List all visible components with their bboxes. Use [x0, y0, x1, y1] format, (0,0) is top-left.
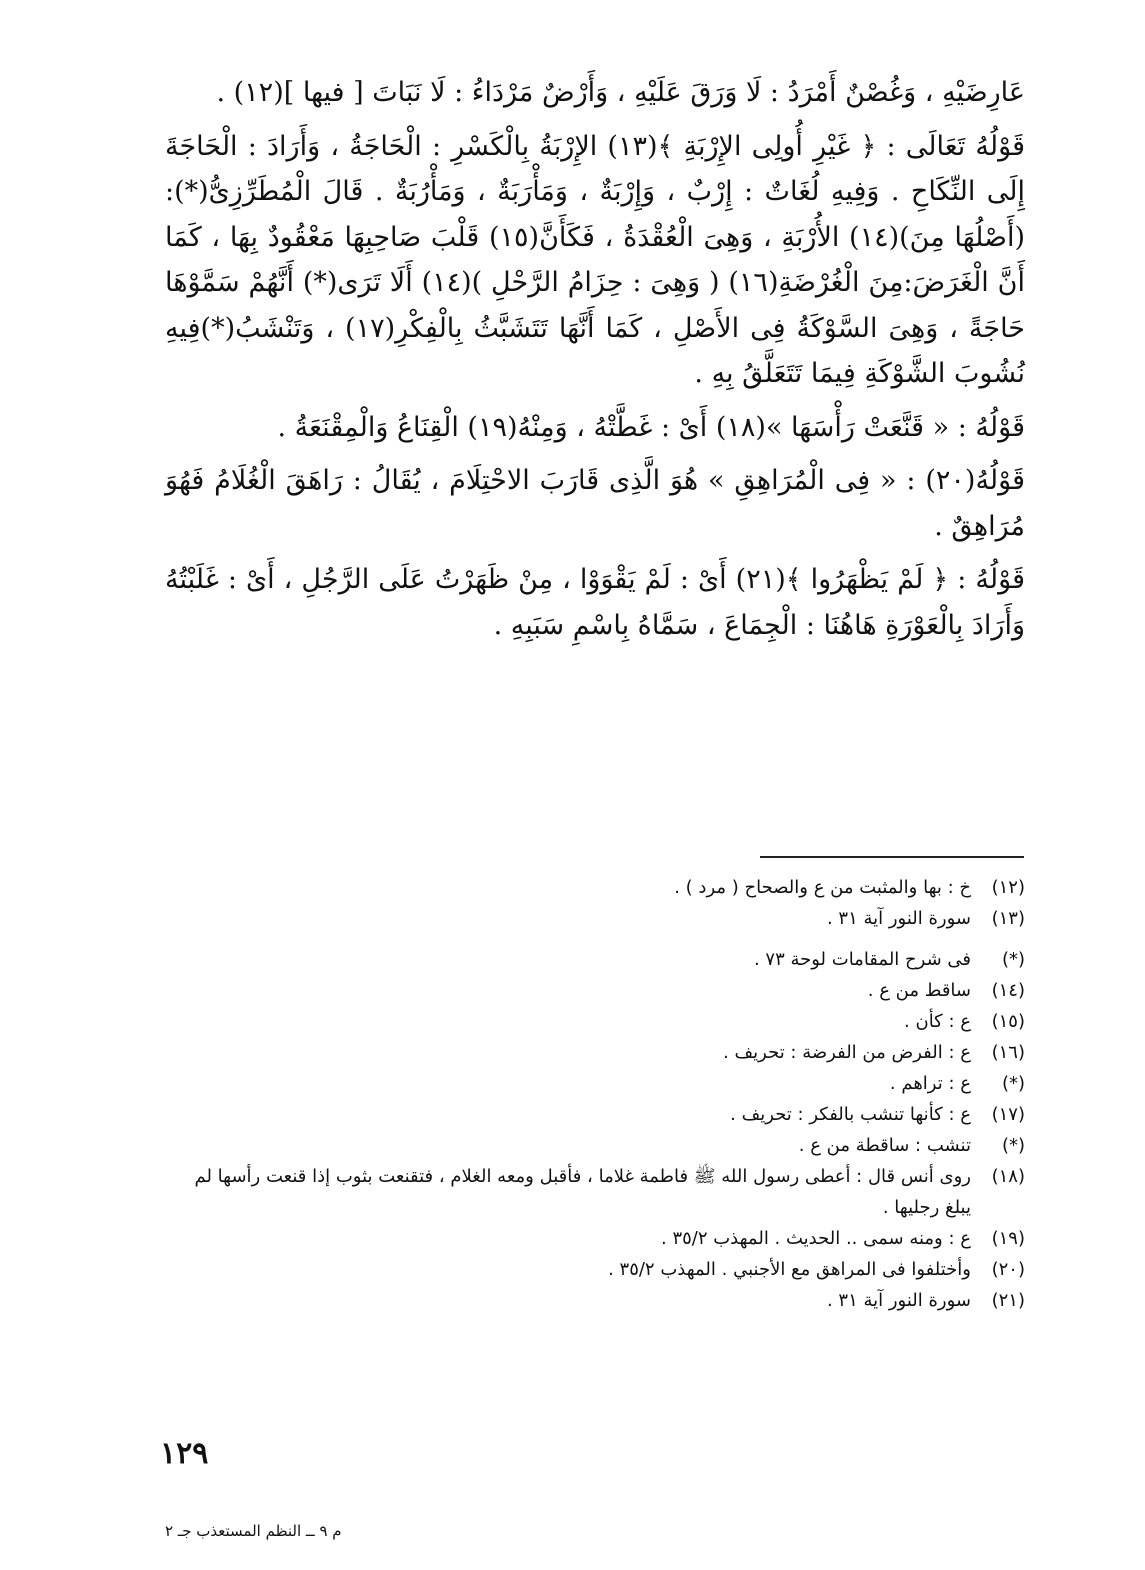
footnote	[165, 975, 1025, 1006]
footnote-number: (*)	[1001, 1135, 1025, 1156]
footnote-text: ع : الفرض من الفرضة : تحريف .	[723, 1042, 971, 1063]
footnote-number: (*)	[1001, 1073, 1025, 1094]
paragraph: قَوْلُهُ : ﴿ لَمْ يَظْهَرُوا ﴾(٢١) أَىْ : لَمْ يَقْوَوْا ، مِنْ ظَهَرْتُ عَلَى الرَّجُلِ ، أَىْ : غَلَبْتُهُ وَأَرَادَ بِالْعَوْرَةِ هَاهُنَا : الْجِمَاعَ ، سَمَّاهُ بِاسْمِ سَبَبِهِ .	[165, 564, 1025, 641]
footnote	[165, 1099, 1025, 1130]
footnote-number: (١٥)	[991, 1011, 1025, 1032]
footnote	[165, 1006, 1025, 1037]
footnote	[165, 944, 1025, 975]
footnote	[165, 903, 1025, 934]
paragraph: قَوْلُهُ : « قَنَّعَتْ رَأْسَهَا »(١٨) أَىْ : غَطَّتْهُ ، وَمِنْهُ(١٩) الْقِنَاعُ وَالْمِقْنَعَةُ .	[277, 411, 1025, 443]
footnote-number: (*)	[1001, 949, 1025, 970]
footnote-text: فى شرح المقامات لوحة ٧٣ .	[753, 949, 971, 970]
footnote-text: وأختلفوا فى المراهق مع الأجنبي . المهذب ٣٥/٢ .	[608, 1259, 971, 1280]
footnote	[165, 1068, 1025, 1099]
main-text	[165, 70, 1025, 656]
footnote-number: (١٨)	[991, 1166, 1025, 1187]
signature-line: م ٩ ــ النظم المستعذب جـ ٢	[165, 1522, 342, 1540]
footnote	[165, 1254, 1025, 1285]
footnote-number: (١٢)	[991, 877, 1025, 898]
footnote	[165, 1161, 1025, 1223]
footnote-text: ع : كأن .	[904, 1011, 971, 1032]
footnote-number: (١٧)	[991, 1104, 1025, 1125]
footnote-text: روى أنس قال : أعطى رسول الله ﷺ فاطمة غلاما ، فأقبل ومعه الغلام ، فتقنعت بثوب إذا قنعت رأسها لم يبلغ رجليها .	[194, 1166, 971, 1218]
footnote-number: (٢١)	[991, 1290, 1025, 1311]
footnote-text: خ : بها والمثبت من ع والصحاح ( مرد ) .	[674, 877, 971, 898]
footnote-text: ساقط من ع .	[867, 980, 971, 1001]
footnote-number: (١٩)	[991, 1228, 1025, 1249]
footnote-divider	[760, 856, 1024, 858]
footnote-text: سورة النور آية ٣١ .	[826, 908, 971, 929]
footnote-text: سورة النور آية ٣١ .	[826, 1290, 971, 1311]
footnote-number: (٢٠)	[991, 1259, 1025, 1280]
paragraph: قَوْلُهُ(٢٠) : « فِى الْمُرَاهِقِ » هُوَ الَّذِى قَارَبَ الاحْتِلَامَ ، يُقَالُ : رَاهَقَ الْغُلَامُ فَهُوَ مُرَاهِقٌ .	[165, 465, 1025, 542]
footnote-text: ع : كأنها تنشب بالفكر : تحريف .	[730, 1104, 971, 1125]
footnote-text: ع : ومنه سمى .. الحديث . المهذب ٣٥/٢ .	[660, 1228, 971, 1249]
footnote-number: (١٤)	[991, 980, 1025, 1001]
footnote	[165, 872, 1025, 903]
footnote	[165, 1130, 1025, 1161]
page-number: ١٢٩	[160, 1436, 209, 1471]
paragraph: قَوْلُهُ تَعَالَى : ﴿ غَيْرِ أُولِى الإِرْبَةِ ﴾(١٣) الإِرْبَةُ بِالْكَسْرِ : الْحَاجَةُ ، وَأَرَادَ : الْحَاجَةَ إِلَى النِّكَاحِ . وَفِيهِ لُغَاتٌ : إِرْبٌ ، وَإِرْبَةٌ ، وَمَأْرَبَةٌ ، وَمَأْرُبَةٌ . قَالَ الْمُطَرِّزِىُّ(*): (أَصْلُهَا مِنَ)(١٤) الأُرْبَةِ ، وَهِىَ الْعُقْدَةُ ، فَكَأَنَّ(١٥) قَلْبَ صَاحِبِهَا مَعْقُودٌ بِهَا ، كَمَا أَنَّ الْغَرَضَ:مِنَ الْغُرْضَةِ(١٦) ( وَهِىَ : حِزَامُ الرَّحْلِ )(١٤) أَلَا تَرَى(*) أَنَّهُمْ سَمَّوْهَا حَاجَةً ، وَهِىَ السَّوْكَةُ فِى الأَصْلِ ، كَمَا أَنَّهَا تَتَشَبَّثُ بِالْفِكْرِ(١٧) ، وَتَنْشَبُ(*)فِيهِ نُشُوبَ الشَّوْكَةِ فِيمَا تَتَعَلَّقُ بِهِ .	[165, 130, 1025, 389]
footnotes	[165, 872, 1025, 1316]
footnote	[165, 1223, 1025, 1254]
footnote	[165, 1285, 1025, 1316]
footnote-text: ع : تراهم .	[889, 1073, 971, 1094]
footnote	[165, 1037, 1025, 1068]
footnote-text: تنشب : ساقطة من ع .	[798, 1135, 971, 1156]
paragraph: عَارِضَيْهِ ، وَغُصْنٌ أَمْرَدُ : لَا وَرَقَ عَلَيْهِ ، وَأَرْضٌ مَرْدَاءُ : لَا نَبَاتَ [ فيها ](١٢) .	[216, 77, 1025, 108]
footnote-number: (١٣)	[991, 908, 1025, 929]
footnote-number: (١٦)	[991, 1042, 1025, 1063]
